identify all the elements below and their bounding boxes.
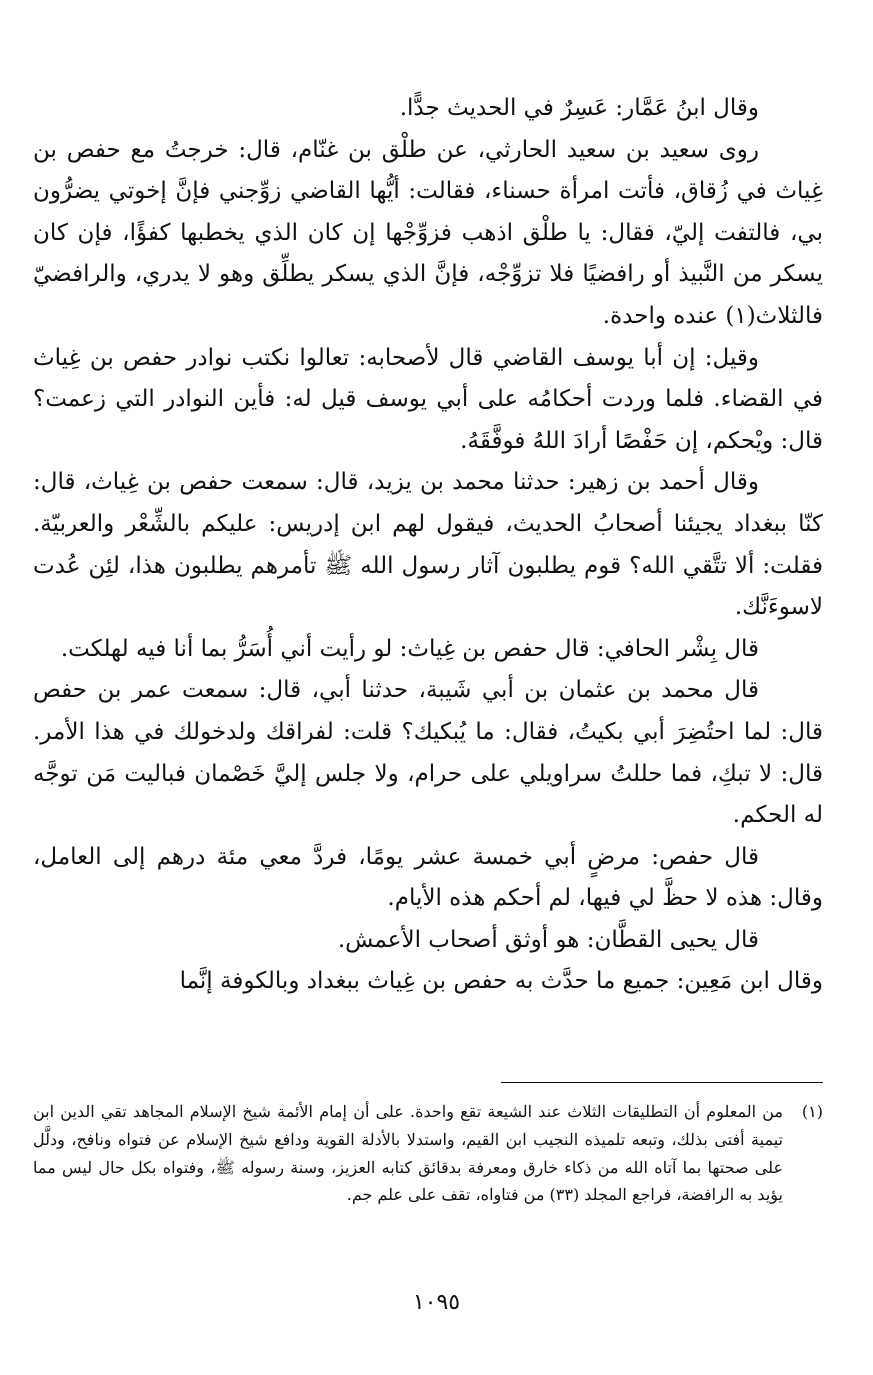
paragraph: وقيل: إن أبا يوسف القاضي قال لأصحابه: تعالوا نكتب نوادر حفص بن غِياث في القضاء. فلما وردت أحكامُه على أبي يوسف قيل له: فأين النوادر التي زعمت؟ قال: ويْحكم، إن حَفْصًا أرادَ اللهُ فوفَّقَهُ.	[33, 344, 823, 454]
paragraph: وقال ابنُ عَمَّار: عَسِرٌ في الحديث جدًّا.	[399, 95, 759, 121]
paragraph: قال حفص: مرضٍ أبي خمسة عشر يومًا، فردَّ معي مئة درهم إلى العامل، وقال: هذه لا حظَّ لي فيها، لم أحكم هذه الأيام.	[33, 843, 823, 912]
paragraph: قال يحيى القطَّان: هو أوثق أصحاب الأعمش.	[337, 926, 759, 953]
main-text	[33, 88, 823, 1003]
paragraph: وقال ابن مَعِين: جميع ما حدَّث به حفص بن غِياث ببغداد وبالكوفة إنَّما	[179, 968, 823, 995]
paragraph: وقال أحمد بن زهير: حدثنا محمد بن يزيد، قال: سمعت حفص بن غِياث، قال: كنّا ببغداد يجيئنا أصحابُ الحديث، فيقول لهم ابن إدريس: عليكم بالشِّعْر والعربيّة. فقلت: ألا تتَّقي الله؟ قوم يطلبون آثار رسول الله ﷺ تأمرهم يطلبون هذا، لئِن عُدت لاسوءَنَّك.	[33, 469, 823, 621]
footnote-text: من المعلوم أن التطليقات الثلاث عند الشيعة تقع واحدة. على أن إمام الأئمة شيخ الإسلام المجاهد تقي الدين ابن تيمية أفتى بذلك، وتبعه تلميذه النجيب ابن القيم، واستدلا بالأدلة القوية ودافع شيخ الإسلام عن فتواه ونافح، ودلَّل على صحتها بما آتاه الله من ذكاء خارق ومعرفة بدقائق كتابه العزيز، وسنة رسوله ﷺ، وفتواه بكل حال ليس مما يؤيد به الرافضة، فراجع المجلد (٣٣) من فتاواه، تقف على علم جم.	[33, 1102, 783, 1205]
paragraph: قال بِشْر الحافي: قال حفص بن غِياث: لو رأيت أني أُسَرُّ بما أنا فيه لهلكت.	[60, 635, 759, 662]
footnote-marker: (١)	[801, 1102, 823, 1121]
footnote-separator	[501, 1082, 823, 1083]
paragraph: قال محمد بن عثمان بن أبي شَيبة، حدثنا أبي، قال: سمعت عمر بن حفص قال: لما احتُضِرَ أبي بكيتُ، فقال: ما يُبكيك؟ قلت: لفراقك ولدخولك في هذا الأمر. قال: لا تبكِ، فما حللتُ سراويلي على حرام، ولا جلس إليَّ خَصْمان فباليت مَن توجَّه له الحكم.	[33, 677, 823, 829]
footnote	[33, 1098, 823, 1209]
page-number: ١٠٩٥	[412, 1290, 461, 1315]
paragraph: روى سعيد بن سعيد الحارثي، عن طلْق بن غنّام، قال: خرجتُ مع حفص بن غِياث في زُقاق، فأتت امرأة حسناء، فقالت: أيُّها القاضي زوِّجني فإنَّ إخوتي يضرُّون بي، فالتفت إليّ، فقال: يا طلْق اذهب فزوِّجْها إن كان الذي يخطبها كفؤًا، فإن كان يسكر من النَّبيذ أو رافضيًا فلا تزوِّجْه، فإنَّ الذي يسكر يطلِّق وهو لا يدري، والرافضيّ فالثلاث(١) عنده واحدة.	[33, 136, 823, 329]
